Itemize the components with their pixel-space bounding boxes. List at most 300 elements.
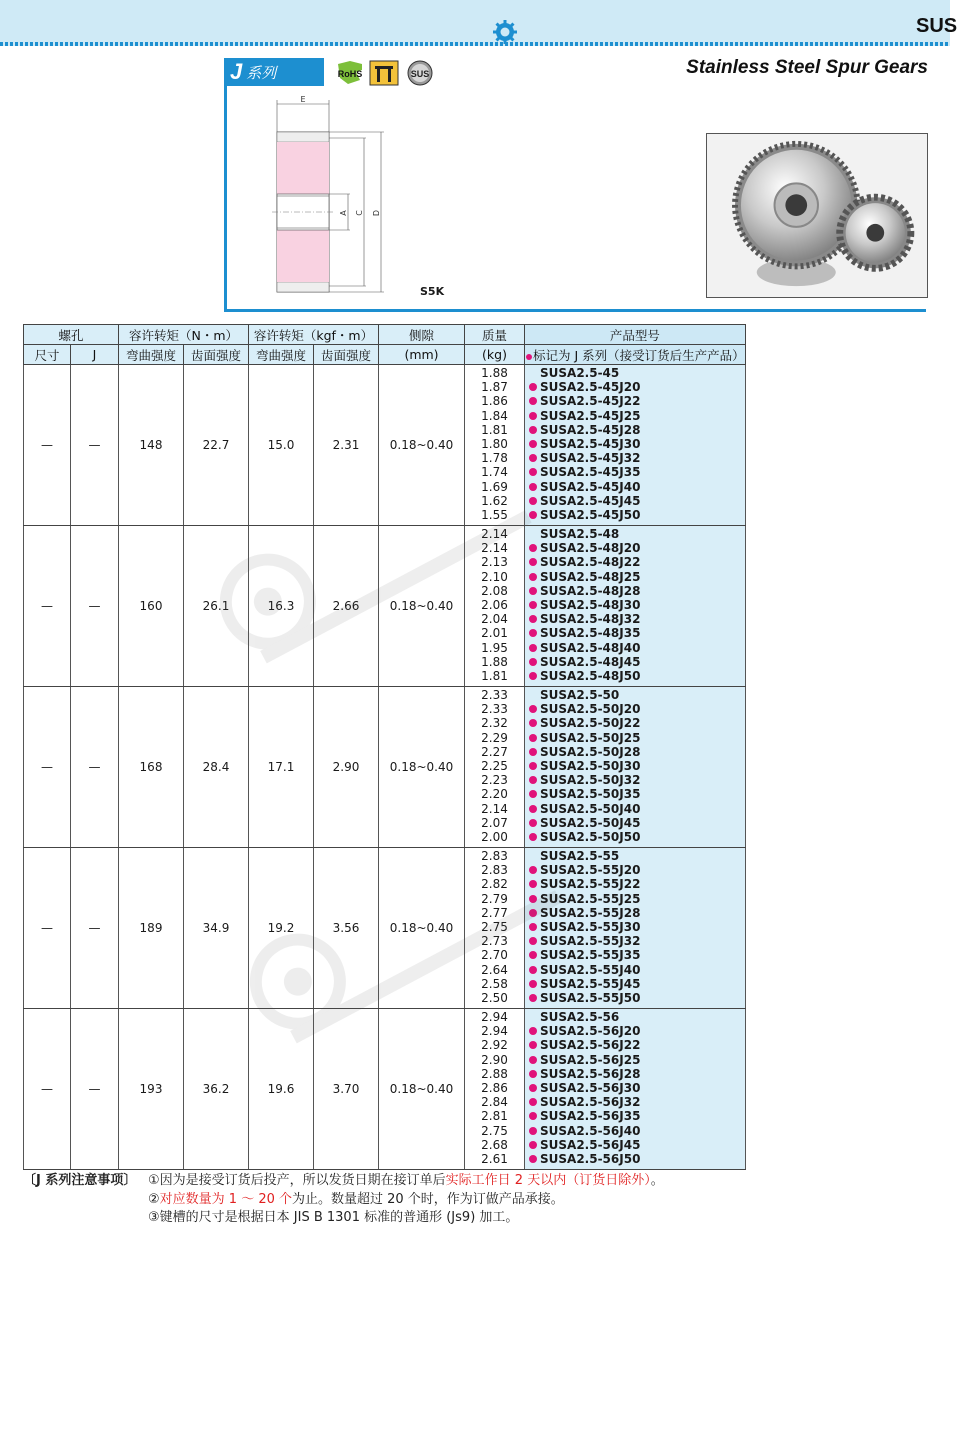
j-mark-dot-icon [529,1084,537,1092]
dim-a-label: A [339,210,348,216]
j-mark-dot-icon [529,573,537,581]
model-number-text: SUSA2.5-45J40 [540,479,641,494]
model-number [525,366,745,380]
j-mark-dot-icon [529,426,537,434]
mass-value: 2.79 [481,891,508,906]
model-number [525,1138,745,1152]
j-mark-dot-icon [529,1141,537,1149]
j-mark-dot-icon [529,833,537,841]
header-torque-kgfm: 容许转矩（kgf・m） [249,325,379,345]
cell-bending-kgf: 17.1 [249,687,314,848]
model-number [525,802,745,816]
model-number [525,1010,745,1024]
model-number-text: SUSA2.5-50J30 [540,758,641,773]
model-number-text: SUSA2.5-55J50 [540,990,641,1005]
cell-bending-nm: 160 [119,526,184,687]
dim-d-label: D [372,209,381,217]
model-number-text: SUSA2.5-48J32 [540,612,641,627]
model-number [525,849,745,863]
mass-value: 2.27 [481,744,508,759]
mass-value: 2.50 [481,990,508,1005]
mass-value: 2.64 [481,962,508,977]
model-number-text: SUSA2.5-50J45 [540,815,641,830]
cell-size: — [24,365,71,526]
model-number-text: SUSA2.5-55J20 [540,863,641,878]
mass-value: 2.13 [481,555,508,570]
mass-value: 2.92 [481,1038,508,1053]
model-number-text: SUSA2.5-45J20 [540,380,641,395]
model-number [525,1053,745,1067]
j-mark-dot-icon [529,719,537,727]
table-row [24,365,746,526]
cell-bending-kgf: 16.3 [249,526,314,687]
rohs-badge-text: RoHS [337,69,363,79]
header-size: 尺寸 [24,345,71,365]
model-number-text: SUSA2.5-55J28 [540,905,641,920]
cell-surface-kgf: 2.90 [314,687,379,848]
series-code: SUS [916,15,957,37]
header-j: J [71,345,119,365]
model-number-text: SUSA2.5-45J50 [540,507,641,522]
mass-value: 2.10 [481,569,508,584]
model-number [525,1081,745,1095]
spec-table-body [24,365,746,1170]
mass-value: 1.62 [481,493,508,508]
j-mark-dot-icon [529,454,537,462]
j-mark-dot-icon [529,468,537,476]
model-number-text: SUSA2.5-48J40 [540,640,641,655]
model-number-text: SUSA2.5-55J40 [540,962,641,977]
cell-bending-nm: 189 [119,848,184,1009]
j-mark-dot-icon [529,880,537,888]
cell-surface-nm: 34.9 [184,848,249,1009]
header-screw-hole: 螺孔 [24,325,119,345]
j-mark-dot-icon [529,776,537,784]
model-number [525,977,745,991]
note-1-text-b: 。 [650,1173,664,1188]
model-number-text: SUSA2.5-48J25 [540,569,641,584]
j-series-tab-letter: J [230,59,243,84]
j-mark-dot-icon [529,383,537,391]
model-number [525,1024,745,1038]
j-mark-dot-icon [529,483,537,491]
model-number [525,612,745,626]
j-mark-dot-icon [529,734,537,742]
model-number [525,759,745,773]
cell-model-list [525,526,746,687]
model-number-text: SUSA2.5-56J32 [540,1095,641,1110]
j-mark-dot-icon [529,895,537,903]
model-number [525,380,745,394]
mass-value: 1.74 [481,465,508,480]
j-mark-dot-icon [529,866,537,874]
cell-j: — [71,1009,119,1170]
mass-value: 2.61 [481,1151,508,1166]
cell-mass-list [465,365,525,526]
cell-model-list [525,848,746,1009]
cell-backlash: 0.18~0.40 [379,848,465,1009]
model-number [525,877,745,891]
model-number-text: SUSA2.5-48 [540,527,620,541]
table-row [24,526,746,687]
model-number-text: SUSA2.5-56J28 [540,1066,641,1081]
model-number [525,1109,745,1123]
model-number-text: SUSA2.5-45J28 [540,422,641,437]
model-number-text: SUSA2.5-48J30 [540,597,641,612]
model-number-text: SUSA2.5-55J25 [540,891,641,906]
j-mark-dot-icon [529,748,537,756]
dim-c-label: C [355,210,364,216]
cell-bending-nm: 168 [119,687,184,848]
model-number-text: SUSA2.5-55J22 [540,877,641,892]
top-band-border [0,42,950,46]
cell-j: — [71,526,119,687]
model-number-text: SUSA2.5-45J25 [540,408,641,423]
model-number [525,1067,745,1081]
cell-surface-kgf: 2.31 [314,365,379,526]
model-number-text: SUSA2.5-48J50 [540,668,641,683]
mass-value: 1.81 [481,668,508,683]
model-number-text: SUSA2.5-55J32 [540,934,641,949]
j-mark-dot-icon [529,705,537,713]
model-number-text: SUSA2.5-56J30 [540,1080,641,1095]
j-mark-dot-icon [529,909,537,917]
model-number [525,527,745,541]
mass-value: 1.95 [481,640,508,655]
j-mark-dot-icon [529,805,537,813]
j-mark-dot-icon [529,672,537,680]
model-number [525,626,745,640]
table-row [24,848,746,1009]
j-mark-dot-icon [529,790,537,798]
cell-mass-list [465,687,525,848]
cell-surface-kgf: 2.66 [314,526,379,687]
model-number [525,465,745,479]
model-number [525,1038,745,1052]
cell-bending-nm: 193 [119,1009,184,1170]
model-number [525,598,745,612]
cell-backlash: 0.18~0.40 [379,365,465,526]
model-number-text: SUSA2.5-56 [540,1010,620,1024]
model-number-text: SUSA2.5-45J32 [540,451,641,466]
j-mark-dot-icon [529,762,537,770]
cell-surface-nm: 28.4 [184,687,249,848]
j-mark-dot-icon [529,615,537,623]
model-number [525,787,745,801]
header-backlash: 侧隙 [379,325,465,345]
model-number [525,991,745,1005]
j-mark-dot-icon [529,951,537,959]
cell-size: — [24,687,71,848]
j-mark-dot-icon [529,644,537,652]
model-number [525,892,745,906]
header-surface-kgf: 齿面强度 [314,345,379,365]
rohs-badge [334,60,366,86]
model-number [525,669,745,683]
model-number [525,920,745,934]
model-number-text: SUSA2.5-56J22 [540,1038,641,1053]
model-number [525,716,745,730]
drawing-label: S5K [420,285,445,298]
model-number [525,731,745,745]
model-number-text: SUSA2.5-48J35 [540,626,641,641]
model-number [525,655,745,669]
cell-j: — [71,848,119,1009]
j-mark-dot-icon [529,497,537,505]
model-number-text: SUSA2.5-45J30 [540,436,641,451]
j-mark-dot-icon [529,1127,537,1135]
model-number-text: SUSA2.5-56J50 [540,1151,641,1166]
model-number [525,570,745,584]
model-number-text: SUSA2.5-48J22 [540,555,641,570]
mass-value: 2.00 [481,829,508,844]
model-number-text: SUSA2.5-50J40 [540,801,641,816]
mass-value: 2.08 [481,583,508,598]
cell-size: — [24,526,71,687]
mass-value: 2.33 [481,688,508,702]
page-title: Stainless Steel Spur Gears [686,57,928,78]
mass-value: 1.88 [481,654,508,669]
model-number [525,948,745,962]
model-number [525,641,745,655]
j-mark-dot-icon [529,980,537,988]
note-line-2 [148,1191,564,1210]
mass-value: 2.75 [481,919,508,934]
j-mark-dot-icon [529,601,537,609]
mass-value: 2.84 [481,1095,508,1110]
model-number-text: SUSA2.5-56J20 [540,1024,641,1039]
mass-value: 2.77 [481,905,508,920]
cell-surface-kgf: 3.70 [314,1009,379,1170]
mass-value: 2.01 [481,626,508,641]
mass-value: 1.81 [481,422,508,437]
table-row [24,1009,746,1170]
j-mark-dot-icon [529,1027,537,1035]
mass-value: 1.78 [481,451,508,466]
mass-value: 2.14 [481,541,508,556]
j-mark-dot-icon [529,629,537,637]
model-number-text: SUSA2.5-45J45 [540,493,641,508]
model-number [525,816,745,830]
model-number-text: SUSA2.5-45J22 [540,394,641,409]
model-number-text: SUSA2.5-48J20 [540,541,641,556]
header-product-note [525,345,746,365]
model-number-text: SUSA2.5-50J35 [540,787,641,802]
cell-backlash: 0.18~0.40 [379,1009,465,1170]
mass-value: 2.06 [481,597,508,612]
model-number [525,830,745,844]
model-number-text: SUSA2.5-50J28 [540,744,641,759]
mass-value: 2.90 [481,1052,508,1067]
j-mark-dot-icon [529,1041,537,1049]
header-bending-nm: 弯曲强度 [119,345,184,365]
mass-value: 2.81 [481,1109,508,1124]
note-1-text-a: ①因为是接受订货后投产，所以发货日期在接订单后 [148,1173,446,1188]
gear-section-drawing [262,92,402,300]
j-mark-dot-icon [529,966,537,974]
mass-value: 2.29 [481,730,508,745]
sus-material-icon [404,60,436,86]
model-number [525,702,745,716]
table-row [24,687,746,848]
mass-value: 2.07 [481,815,508,830]
j-mark-dot-icon [529,1155,537,1163]
cell-backlash: 0.18~0.40 [379,526,465,687]
cell-backlash: 0.18~0.40 [379,687,465,848]
model-number-text: SUSA2.5-50J32 [540,773,641,788]
j-series-tab [224,58,324,86]
cell-mass-list [465,526,525,687]
cell-mass-list [465,1009,525,1170]
header-mass-unit: (kg) [465,345,525,365]
model-number [525,906,745,920]
note-2-text-b: 为止。数量超过 20 个时，作为订做产品承接。 [292,1191,564,1207]
header-bending-kgf: 弯曲强度 [249,345,314,365]
model-number [525,1124,745,1138]
model-number-text: SUSA2.5-50J22 [540,716,641,731]
j-mark-dot-icon [529,1098,537,1106]
product-photo [706,133,928,298]
cell-bending-kgf: 15.0 [249,365,314,526]
note-line-3: ③键槽的尺寸是根据日本 JIS B 1301 标准的普通形 (Js9) 加工。 [148,1210,519,1225]
cell-surface-nm: 22.7 [184,365,249,526]
model-number [525,494,745,508]
model-number [525,934,745,948]
model-number-text: SUSA2.5-50 [540,688,620,702]
j-mark-dot-icon [526,354,532,360]
note-line-1 [148,1172,664,1191]
model-number [525,863,745,877]
cell-mass-list [465,848,525,1009]
cell-bending-kgf: 19.2 [249,848,314,1009]
j-mark-dot-icon [529,397,537,405]
model-number [525,688,745,702]
model-number [525,963,745,977]
header-product-no: 产品型号 [525,325,746,345]
j-mark-dot-icon [529,544,537,552]
cell-model-list [525,365,746,526]
mass-value: 2.25 [481,758,508,773]
model-number [525,394,745,408]
mass-value: 2.88 [481,1066,508,1081]
mass-value: 2.94 [481,1024,508,1039]
cell-size: — [24,848,71,1009]
model-number-text: SUSA2.5-45 [540,366,620,380]
model-number [525,541,745,555]
j-mark-dot-icon [529,558,537,566]
model-number [525,409,745,423]
cell-j: — [71,365,119,526]
dim-e-label: E [300,95,306,104]
model-number-text: SUSA2.5-55J45 [540,976,641,991]
model-number [525,584,745,598]
cell-bending-kgf: 19.6 [249,1009,314,1170]
j-mark-dot-icon [529,1056,537,1064]
model-number-text: SUSA2.5-55J30 [540,919,641,934]
model-number [525,1095,745,1109]
jig-icon [369,60,399,86]
mass-value: 2.33 [481,702,508,717]
j-mark-dot-icon [529,937,537,945]
j-mark-dot-icon [529,994,537,1002]
mass-value: 2.75 [481,1123,508,1138]
notes-label: 〔J 系列注意事项〕 [23,1173,137,1188]
mass-value: 2.23 [481,773,508,788]
model-number-text: SUSA2.5-48J45 [540,654,641,669]
mass-value: 2.32 [481,716,508,731]
j-mark-dot-icon [529,440,537,448]
mass-value: 1.86 [481,394,508,409]
spec-table [23,324,746,1170]
j-mark-dot-icon [529,587,537,595]
cell-surface-nm: 36.2 [184,1009,249,1170]
model-number [525,480,745,494]
model-number [525,451,745,465]
model-number-text: SUSA2.5-50J20 [540,702,641,717]
cell-surface-kgf: 3.56 [314,848,379,1009]
mass-value: 2.83 [481,863,508,878]
top-band [0,0,950,42]
mass-value: 2.86 [481,1080,508,1095]
header-mass: 质量 [465,325,525,345]
j-mark-dot-icon [529,412,537,420]
mass-value: 1.87 [481,380,508,395]
model-number [525,555,745,569]
model-number-text: SUSA2.5-56J45 [540,1137,641,1152]
model-number-text: SUSA2.5-50J50 [540,829,641,844]
j-mark-dot-icon [529,923,537,931]
mass-value: 2.58 [481,976,508,991]
mass-value: 2.14 [481,527,508,541]
note-1-highlight: 实际工作日 2 天以内（订货日除外） [445,1173,651,1188]
mass-value: 2.20 [481,787,508,802]
model-number [525,437,745,451]
j-mark-dot-icon [529,658,537,666]
j-mark-dot-icon [529,819,537,827]
model-number-text: SUSA2.5-56J35 [540,1109,641,1124]
header-product-note-text: 标记为 J 系列（接受订货后生产产品） [533,347,745,363]
model-number-text: SUSA2.5-56J40 [540,1123,641,1138]
gear-icon [492,19,518,45]
model-number-text: SUSA2.5-48J28 [540,583,641,598]
j-series-tab-suffix: 系列 [246,64,277,82]
j-mark-dot-icon [529,511,537,519]
mass-value: 1.84 [481,408,508,423]
sus-badge-text: SUS [410,69,430,79]
mass-value: 2.68 [481,1137,508,1152]
note-2-text-a: ② [148,1191,160,1207]
header-torque-nm: 容许转矩（N・m） [119,325,249,345]
mass-value: 2.70 [481,948,508,963]
mass-value: 2.83 [481,849,508,863]
mass-value: 1.69 [481,479,508,494]
cell-surface-nm: 26.1 [184,526,249,687]
model-number-text: SUSA2.5-45J35 [540,465,641,480]
mass-value: 1.55 [481,507,508,522]
mass-value: 2.94 [481,1010,508,1024]
header-backlash-unit: (mm) [379,345,465,365]
model-number [525,1152,745,1166]
model-number [525,508,745,522]
mass-value: 2.73 [481,934,508,949]
header-surface-nm: 齿面强度 [184,345,249,365]
model-number-text: SUSA2.5-56J25 [540,1052,641,1067]
model-number [525,773,745,787]
cell-model-list [525,1009,746,1170]
j-mark-dot-icon [529,1112,537,1120]
cell-model-list [525,687,746,848]
mass-value: 2.82 [481,877,508,892]
